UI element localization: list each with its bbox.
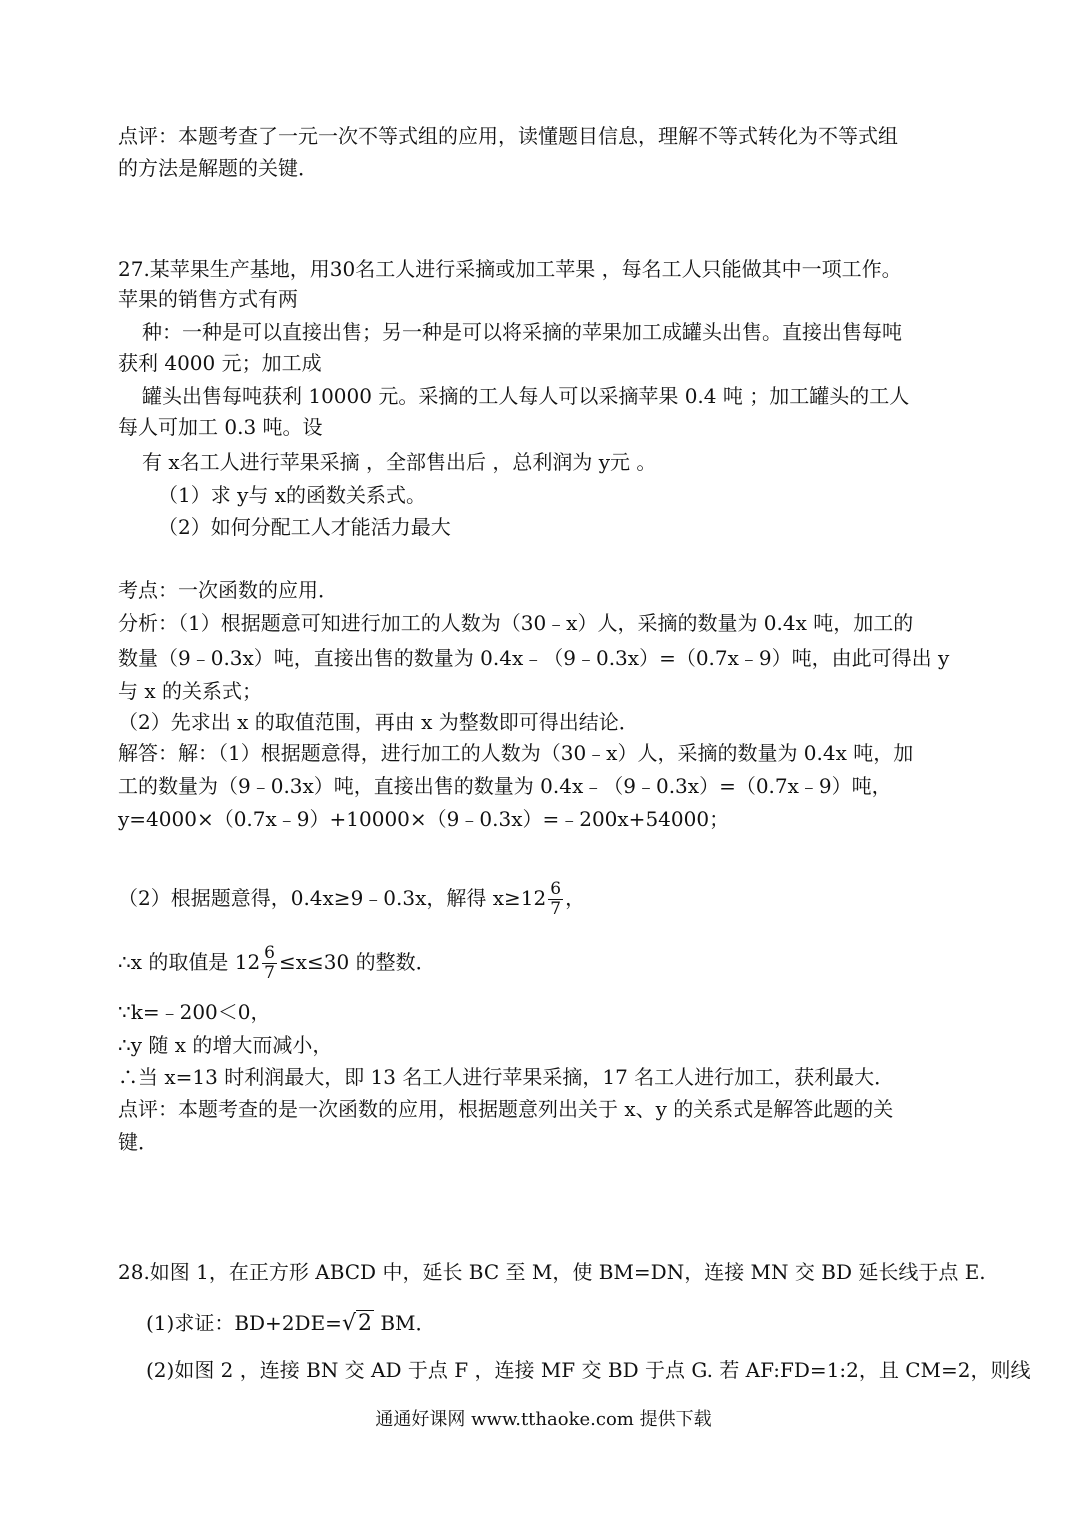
q27-line-7: 有 x名工人进行苹果采摘 ，全部售出后 ，总利润为 y元 。: [142, 450, 657, 474]
solution-line-2: 工的数量为（9﹣0.3x）吨，直接出售的数量为 0.4x﹣（9﹣0.3x）=（0.7x﹣9）吨，: [118, 774, 892, 798]
analysis-line-4: （2）先求出 x 的取值范围，再由 x 为整数即可得出结论．: [118, 710, 639, 734]
solution-line-3: y=4000×（0.7x﹣9）+10000×（9﹣0.3x）=﹣200x+54000；: [118, 807, 730, 831]
q27-line-5: 罐头出售每吨获利 10000 元。采摘的工人每人可以采摘苹果 0.4 吨 ；加工罐头的工人: [142, 384, 910, 408]
analysis-line-1: 分析：（1）根据题意可知进行加工的人数为（30﹣x）人，采摘的数量为 0.4x 吨，加工的: [118, 611, 914, 635]
key-point: 考点：一次函数的应用．: [118, 578, 338, 602]
fraction-numerator: 6: [264, 943, 275, 963]
q27-part-2: （2）如何分配工人才能活力最大: [158, 515, 451, 539]
q27-line-2: 苹果的销售方式有两: [118, 287, 298, 311]
solution-line-4-text: （2）根据题意得，0.4x≥9﹣0.3x，解得 x≥12: [118, 886, 547, 910]
q28-part-1-text: (1)求证：BD+2DE=: [146, 1311, 342, 1335]
q27-line-3: 种：一种是可以直接出售；另一种是可以将采摘的苹果加工成罐头出售。直接出售每吨: [142, 320, 902, 344]
q28-line-1: 28.如图 1，在正方形 ABCD 中，延长 BC 至 M，使 BM=DN，连接 MN 交 BD 延长线于点 E.: [118, 1260, 986, 1284]
analysis-line-3: 与 x 的关系式；: [118, 679, 262, 703]
solution-line-5-end: ≤x≤30 的整数．: [279, 950, 436, 974]
q28-part-2: (2)如图 2 ，连接 BN 交 AD 于点 F ，连接 MF 交 BD 于点 G. 若 AF:FD=1:2，且 CM=2，则线: [146, 1358, 1031, 1382]
review-2-line-2: 键．: [118, 1130, 158, 1154]
review-line-1: 点评：本题考查了一元一次不等式组的应用，读懂题目信息，理解不等式转化为不等式组: [118, 124, 898, 148]
review-2-line-1: 点评：本题考查的是一次函数的应用，根据题意列出关于 x、y 的关系式是解答此题的关: [118, 1097, 894, 1121]
sqrt-radicand: 2: [357, 1311, 372, 1336]
q28-part-1-end: BM．: [373, 1311, 436, 1335]
fraction-numerator: 6: [550, 879, 562, 899]
q27-line-1: 27.某苹果生产基地，用30名工人进行采摘或加工苹果 ，每名工人只能做其中一项工作。: [118, 257, 902, 281]
fraction-denominator: 7: [264, 963, 275, 983]
solution-line-4-end: ，: [565, 886, 586, 910]
fraction-denominator: 7: [550, 899, 562, 919]
solution-line-6: ∵k=﹣200＜0，: [118, 1000, 271, 1024]
q28-part-1: [146, 1308, 436, 1339]
solution-line-1: 解答：解：（1）根据题意得，进行加工的人数为（30﹣x）人，采摘的数量为 0.4x 吨，加: [118, 741, 914, 765]
review-line-2: 的方法是解题的关键．: [118, 156, 318, 180]
fraction-6-7: [262, 944, 277, 983]
q27-part-1: （1）求 y与 x的函数关系式。: [158, 483, 427, 507]
q27-line-6: 每人可加工 0.3 吨。设: [118, 415, 323, 439]
q27-line-4: 获利 4000 元；加工成: [118, 351, 322, 375]
solution-line-4: [118, 880, 585, 919]
sqrt-symbol: √2: [341, 1311, 372, 1336]
solution-line-8: ∴当 x=13 时利润最大，即 13 名工人进行苹果采摘，17 名工人进行加工，获利最大．: [118, 1065, 895, 1089]
page-footer: 通通好课网 www.tthaoke.com 提供下载: [375, 1409, 712, 1430]
solution-line-5-text: ∴x 的取值是 12: [118, 950, 261, 974]
fraction-6-7: [548, 880, 563, 919]
analysis-line-2: 数量（9﹣0.3x）吨，直接出售的数量为 0.4x﹣（9﹣0.3x）=（0.7x﹣9）吨，由此可得出 y: [118, 646, 950, 670]
solution-line-7: ∴y 随 x 的增大而减小，: [118, 1033, 333, 1057]
solution-line-5: [118, 944, 436, 983]
